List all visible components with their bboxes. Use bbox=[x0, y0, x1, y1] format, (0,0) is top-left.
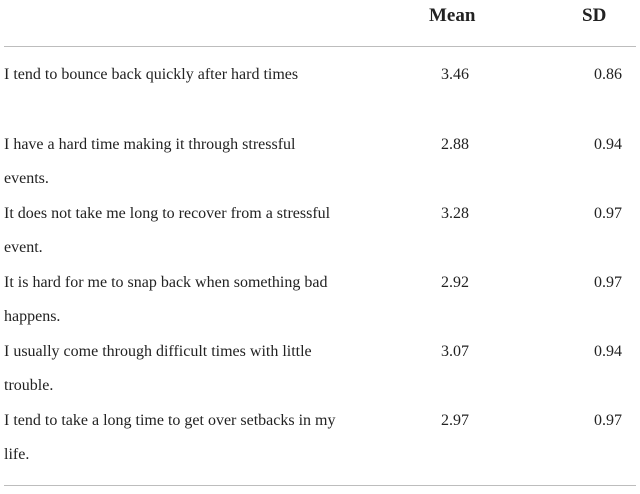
item-text: I tend to take a long time to get over setbacks in my life. bbox=[4, 412, 336, 463]
item-text: It does not take me long to recover from a stressful event. bbox=[4, 205, 331, 256]
sd-value: 0.94 bbox=[594, 136, 622, 153]
table-row bbox=[0, 404, 640, 473]
sd-value: 0.97 bbox=[594, 274, 622, 291]
table-row bbox=[0, 58, 640, 127]
column-header-mean: Mean bbox=[429, 5, 476, 26]
table-row bbox=[0, 128, 640, 197]
sd-value: 0.97 bbox=[594, 205, 622, 222]
mean-value: 3.28 bbox=[441, 205, 469, 222]
table-row bbox=[0, 335, 640, 404]
table-row bbox=[0, 266, 640, 335]
sd-value: 0.86 bbox=[594, 66, 622, 83]
mean-value: 3.07 bbox=[441, 343, 469, 360]
mean-value: 2.97 bbox=[441, 412, 469, 429]
column-header-sd: SD bbox=[582, 5, 607, 26]
mean-value: 2.88 bbox=[441, 136, 469, 153]
table-bottom-rule bbox=[4, 485, 636, 486]
item-text: It is hard for me to snap back when something bad happens. bbox=[4, 274, 328, 325]
header-divider bbox=[4, 46, 636, 47]
sd-value: 0.97 bbox=[594, 412, 622, 429]
item-text: I have a hard time making it through stressful events. bbox=[4, 136, 296, 187]
item-text: I tend to bounce back quickly after hard times bbox=[4, 66, 299, 83]
table-header bbox=[0, 0, 640, 46]
mean-value: 3.46 bbox=[441, 66, 469, 83]
sd-value: 0.94 bbox=[594, 343, 622, 360]
item-text: I usually come through difficult times with little trouble. bbox=[4, 343, 312, 394]
table-row bbox=[0, 197, 640, 266]
mean-value: 2.92 bbox=[441, 274, 469, 291]
